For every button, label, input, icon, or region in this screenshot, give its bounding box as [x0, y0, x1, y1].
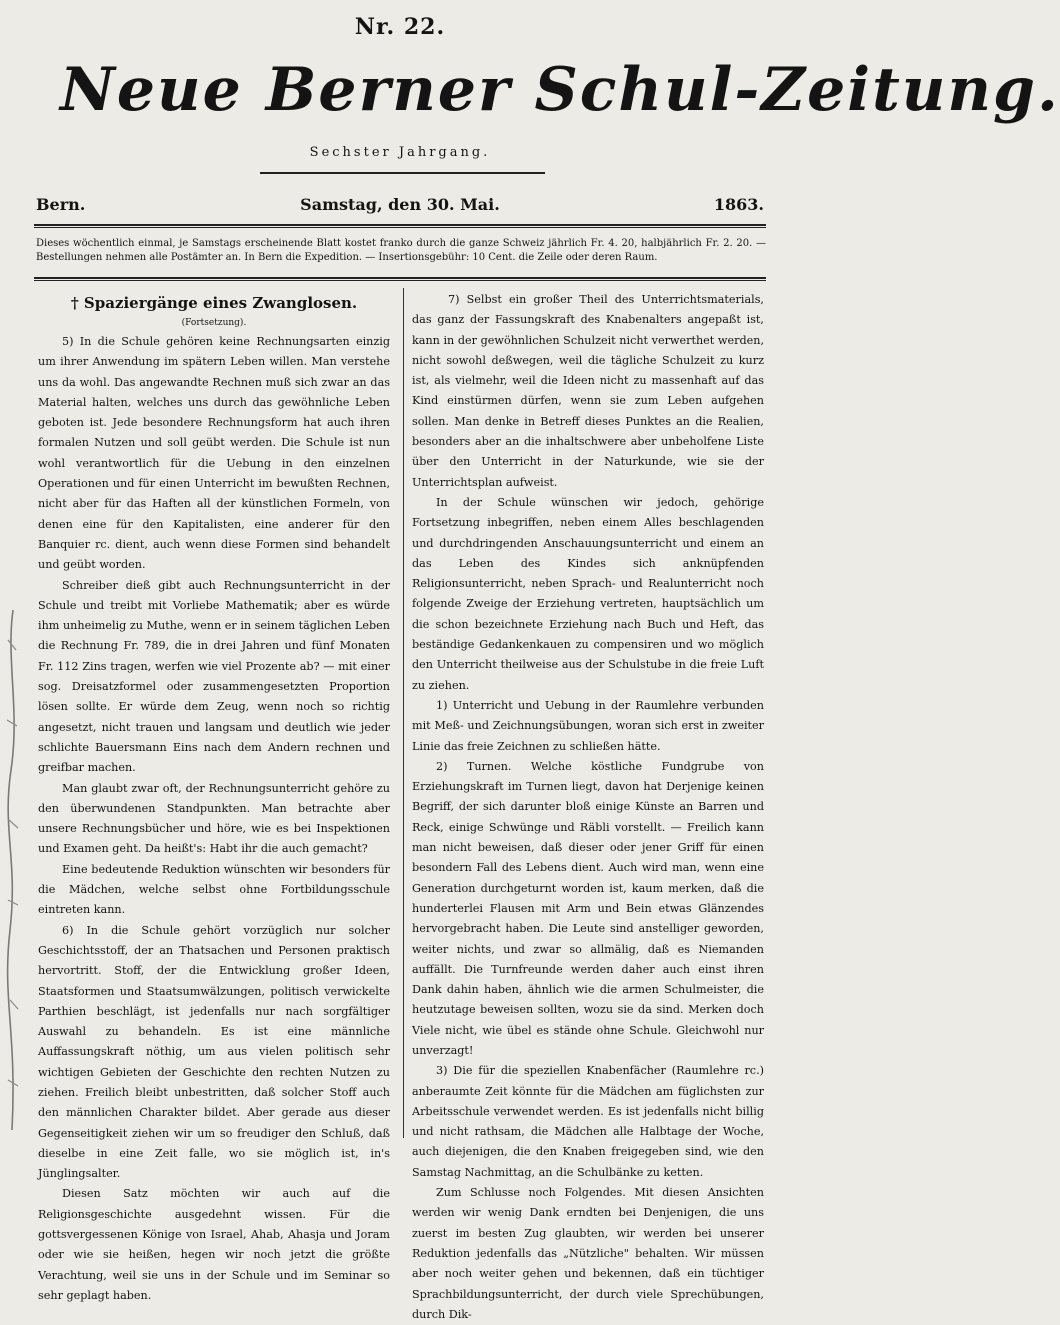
divider [34, 224, 766, 226]
paragraph: 7) Selbst ein großer Theil des Unterrichtsmaterials, das ganz der Fassungskraft des Knabenalters angepaßt ist, kann in der gewöhnlichen Schulzeit nicht verwerthet werden, nicht sowohl deßwegen, weil die tägliche Schulzeit zu kurz ist, als vielmehr, weil die Ideen nicht zu massenhaft auf das Kind einstürmen dürfen, wenn sie zum Leben aufgehen sollen. Man denke in Betreff dieses Punktes an die Realien, besonders aber an die inhaltschwere aber unbeholfene Liste über den Unterricht in der Naturkunde, wie sie der Unterrichtsplan aufweist. [412, 293, 764, 489]
dateline-year: 1863. [713, 195, 764, 214]
paragraph: 1) Unterricht und Uebung in der Raumlehre verbunden mit Meß- und Zeichnungsübungen, woran sich erst in zweiter Linie das freie Zeichnen zu schließen hätte. [412, 698, 764, 753]
paragraph: In der Schule wünschen wir jedoch, gehörige Fortsetzung inbegriffen, neben einem Alles beschlagenden und durchdringenden Anschauungsunterricht und einem an das Leben des Kindes sich anknüpfenden Religionsunterricht, neben Sprach- und Realunterricht noch folgende Zweige der Erziehung vertreten, hauptsächlich um die schon bezeichnete Erziehung nach Buch und Heft, das beständige Gedankenkauen zu compensiren und wo möglich den Unterricht theilweise aus der Schulstube in die freie Luft zu ziehen. [412, 495, 764, 692]
subscription-notice: Dieses wöchentlich einmal, je Samstags erscheinende Blatt kostet franko durch die ganze Schweiz jährlich Fr. 4. 20, halbjährlich Fr. 2. 20. — Bestellungen nehmen alle Postämter an. In Bern die Expedition. — Insertionsgebühr: 10 Cent. die Zeile oder deren Raum. [36, 238, 766, 263]
article-subtitle: (Fortsetzung). [181, 318, 247, 328]
masthead-title: Neue Berner Schul-Zeitung. [60, 55, 1060, 125]
paragraph: 6) In die Schule gehört vorzüglich nur solcher Geschichtsstoff, der an Thatsachen und Personen praktisch hervortritt. Stoff, der die Entwicklung großer Ideen, Staatsformen und Staatsumwälzungen, politisch verwickelte Parthien beschlägt, ist jedenfalls nur nach sorgfältiger Auswahl zu behandeln. Es ist eine männliche Auffassungskraft nöthig, um aus vielen politisch sehr wichtigen Gebieten der Geschichte den rechten Nutzen zu ziehen. Freilich bleibt unbestritten, daß solcher Stoff auch den männlichen Charakter bildet. Aber gerade aus dieser Gegenseitigkeit ziehen wir um so freudiger den Schluß, daß dieselbe in eine Zeit falle, wo sie möglich ist, in's Jünglingsalter. [38, 923, 390, 1181]
volume-line: Sechster Jahrgang. [309, 145, 491, 160]
article-title: † Spaziergänge eines Zwanglosen. [70, 294, 358, 312]
paragraph: Eine bedeutende Reduktion wünschten wir besonders für die Mädchen, welche selbst ohne Fortbildungsschule eintreten kann. [38, 862, 390, 917]
paragraph: Schreiber dieß gibt auch Rechnungsunterricht in der Schule und treibt mit Vorliebe Mathematik; aber es würde ihm unheimelig zu Muthe, wenn er in seinem täglichen Leben die Rechnung Fr. 789, die in drei Jahren und fünf Monaten Fr. 112 Zins tragen, werfen wie viel Prozente ab? — mit einer sog. Dreisatzformel oder zusammengesetzten Proportion lösen sollte. Er würde dem Zeug, wenn noch so richtig angesetzt, nicht trauen und langsam und deutlich wie jeder schlichte Bauersmann Eins nach dem Andern rechnen und greifbar machen. [38, 578, 390, 775]
paragraph: 3) Die für die speziellen Knabenfächer (Raumlehre rc.) anberaumte Zeit könnte für die Mädchen am füglichsten zur Arbeitsschule verwendet werden. Es ist jedenfalls nicht billig und nicht rathsam, die Mädchen alle Halbtage der Woche, auch diejenigen, die den Knaben freigegeben sind, wie den Samstag Nachmittag, an die Schulbänke zu ketten. [412, 1064, 764, 1179]
paragraph: Man glaubt zwar oft, der Rechnungsunterricht gehöre zu den überwundenen Standpunkten. Man betrachte aber unsere Rechnungsbücher und höre, wie es bei Inspektionen und Examen geht. Da heißt's: Habt ihr die auch gemacht? [38, 781, 390, 856]
issue-number: Nr. 22. [354, 14, 446, 40]
left-column [38, 290, 390, 1306]
divider [34, 277, 766, 279]
dateline-date: Samstag, den 30. Mai. [300, 195, 500, 214]
paragraph: Zum Schlusse noch Folgendes. Mit diesen Ansichten werden wir wenig Dank erndten bei Denjenigen, die uns zuerst im besten Zug glaubten, wir werden bei unserer Reduktion jedenfalls das „Nützliche" behalten. Wir müssen aber noch weiter gehen und bekennen, daß ein tüchtiger Sprachbildungsunterricht, der durch viele Sprechübungen, durch Dik- [412, 1186, 764, 1321]
right-column [412, 290, 764, 1325]
divider [34, 280, 766, 281]
dateline [36, 195, 764, 217]
divider [34, 227, 766, 228]
column-divider [403, 288, 404, 1138]
divider [260, 172, 545, 174]
dateline-place: Bern. [36, 195, 86, 214]
paragraph: 5) In die Schule gehören keine Rechnungsarten einzig um ihrer Anwendung im spätern Leben willen. Man verstehe uns da wohl. Das angewandte Rechnen muß sich zwar an das Material halten, welches uns durch das gewöhnliche Leben geboten ist. Jede besondere Rechnungsform hat auch ihren formalen Nutzen und soll geübt werden. Die Schule ist nun wohl verantwortlich für die Uebung in den einzelnen Operationen und für einen Unterricht im bewußten Rechnen, nicht aber für das Haften all der künstlichen Formeln, von denen eine für den Kapitalisten, eine anderer für den Banquier rc. dient, auch wenn diese Formen sind behandelt und geübt worden. [38, 335, 390, 572]
margin-handwriting [2, 600, 24, 1140]
paragraph: 2) Turnen. Welche köstliche Fundgrube von Erziehungskraft im Turnen liegt, davon hat Derjenige keinen Begriff, der sich darunter bloß einige Künste an Barren und Reck, einige Schwünge und Räbli vorstellt. — Freilich kann man nicht beweisen, daß dieser oder jener Griff für einen besondern Fall des Lebens dient. Auch wird man, wenn eine Generation durchgeturnt worden ist, kaum merken, daß die hunderterlei Flausen mit Arm und Bein etwas Glänzendes hervorgebracht haben. Die Leute sind anstelliger geworden, weiter nichts, und zwar so allmälig, daß es Niemanden auffällt. Die Turnfreunde werden daher auch einst ihren Dank dahin haben, ähnlich wie die armen Schulmeister, die heutzutage beweisen sollten, wozu sie da sind. Merken doch Viele nicht, wie übel es stände ohne Schule. Gleichwohl nur unverzagt! [412, 759, 764, 1057]
paragraph: Diesen Satz möchten wir auch auf die Religionsgeschichte ausgedehnt wissen. Für die gottsvergessenen Könige von Israel, Ahab, Ahasja und Joram oder wie sie heißen, hegen wir noch jetzt die größte Verachtung, weil sie uns in der Schule und im Seminar so sehr geplagt haben. [38, 1187, 390, 1302]
